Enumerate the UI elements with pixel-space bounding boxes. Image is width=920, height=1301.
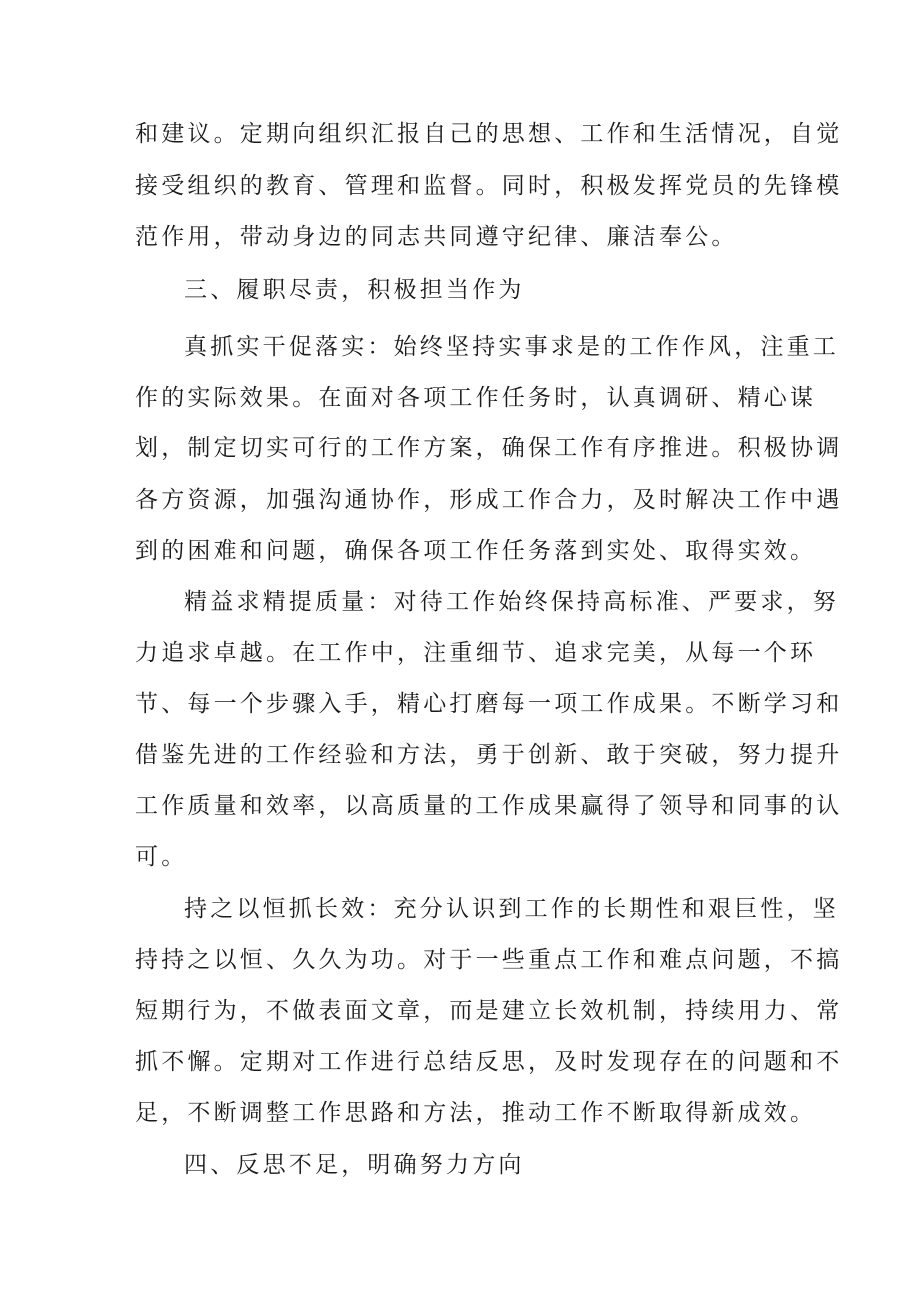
paragraph-2-line-4: 各方资源，加强沟通协作，形成工作合力，及时解决工作中遇 — [135, 487, 843, 513]
paragraph-3-line-1: 精益求精提质量：对待工作始终保持高标准、严要求，努 — [184, 589, 839, 615]
paragraph-2-line-2: 作的实际效果。在面对各项工作任务时，认真调研、精心谋 — [135, 385, 817, 411]
paragraph-3-line-3: 节、每一个步骤入手，精心打磨每一项工作成果。不断学习和 — [135, 691, 843, 717]
paragraph-3-line-2: 力追求卓越。在工作中，注重细节、追求完美，从每一个环 — [135, 640, 817, 666]
paragraph-1-line-1: 和建议。定期向组织汇报自己的思想、工作和生活情况，自觉 — [135, 121, 843, 147]
paragraph-1-line-3: 范作用，带动身边的同志共同遵守纪律、廉洁奉公。 — [135, 224, 738, 250]
paragraph-2-line-3: 划，制定切实可行的工作方案，确保工作有序推进。积极协调 — [135, 435, 843, 461]
paragraph-3-line-4: 借鉴先进的工作经验和方法，勇于创新、敢于突破，努力提升 — [135, 742, 843, 768]
section-heading-4: 四、反思不足，明确努力方向 — [184, 1152, 525, 1178]
paragraph-4-line-4: 抓不懈。定期对工作进行总结反思，及时发现存在的问题和不 — [135, 1049, 843, 1075]
paragraph-4-line-3: 短期行为，不做表面文章，而是建立长效机制，持续用力、常 — [135, 998, 843, 1024]
paragraph-4-line-5: 足，不断调整工作思路和方法，推动工作不断取得新成效。 — [135, 1100, 817, 1126]
paragraph-1-line-2: 接受组织的教育、管理和监督。同时，积极发挥党员的先锋模 — [135, 173, 843, 199]
paragraph-4-line-2: 持持之以恒、久久为功。对于一些重点工作和难点问题，不搞 — [135, 947, 843, 973]
section-heading-3: 三、履职尽责，积极担当作为 — [184, 277, 525, 303]
paragraph-4-line-1: 持之以恒抓长效：充分认识到工作的长期性和艰巨性，坚 — [184, 896, 839, 922]
paragraph-3-line-5: 工作质量和效率，以高质量的工作成果赢得了领导和同事的认 — [135, 793, 843, 819]
paragraph-2-line-5: 到的困难和问题，确保各项工作任务落到实处、取得实效。 — [135, 538, 817, 564]
paragraph-3-line-6: 可。 — [135, 844, 188, 870]
paragraph-2-line-1: 真抓实干促落实：始终坚持实事求是的工作作风，注重工 — [184, 334, 839, 360]
